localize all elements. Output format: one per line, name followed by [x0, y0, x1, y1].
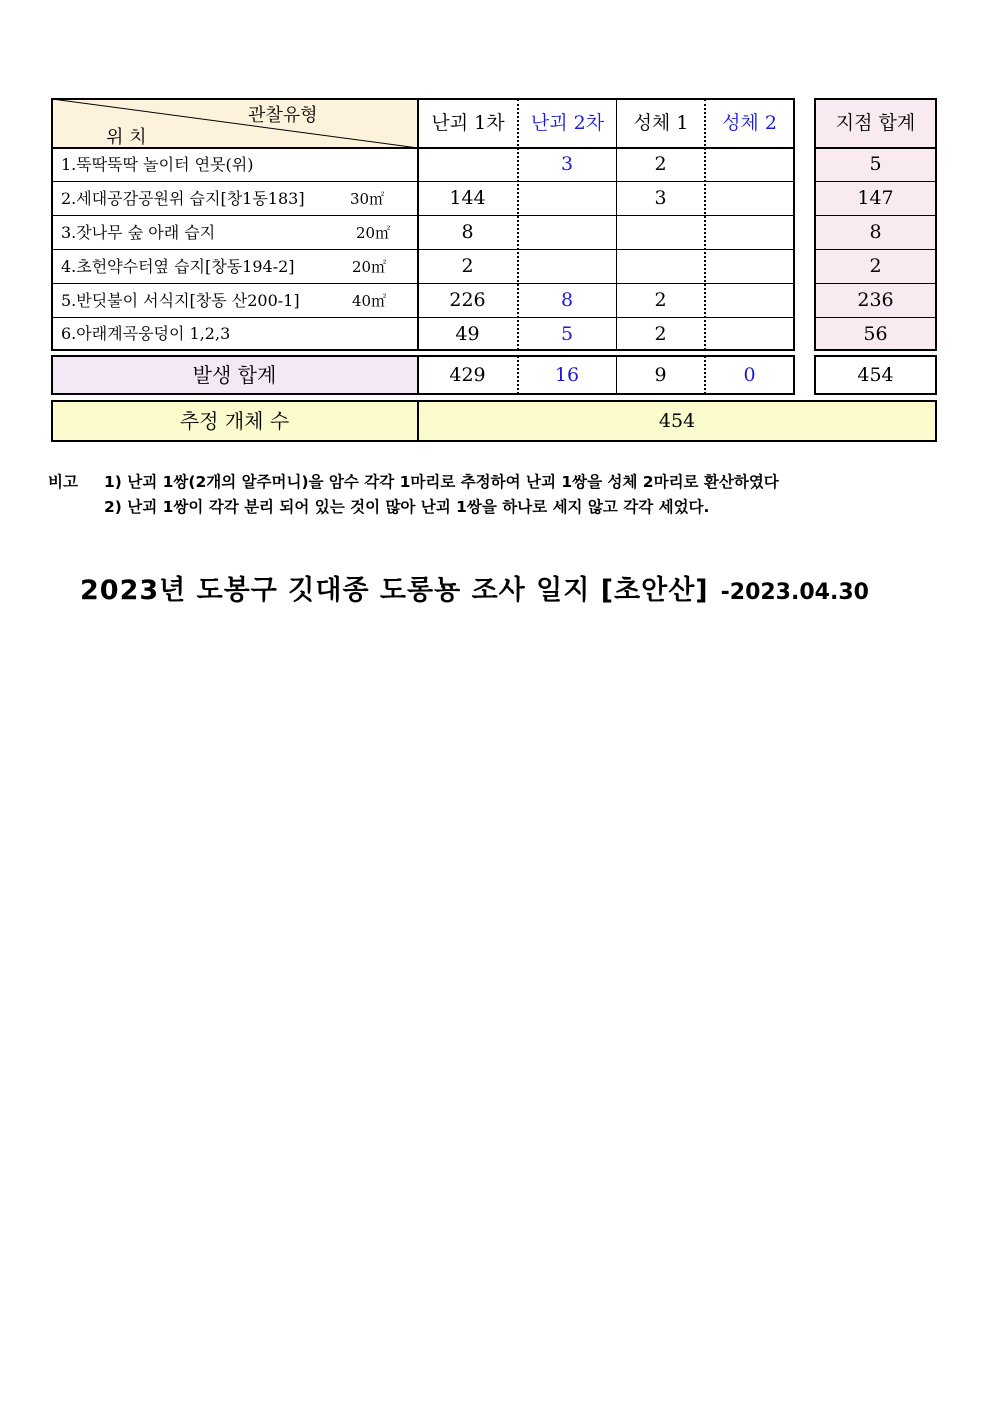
area-label: 30㎡	[350, 190, 385, 208]
location-label: 2.세대공감공원위 습지[창1동183]	[61, 188, 305, 208]
egg-2-value: 5	[560, 322, 574, 345]
egg-1-value	[418, 148, 517, 181]
page-title	[80, 568, 869, 607]
adult-2-value	[705, 250, 794, 283]
adult-2-value	[705, 216, 794, 249]
egg-1-value: 49	[455, 322, 480, 345]
col-header-site-total: 지점 합계	[835, 112, 916, 134]
site-total-value: 236	[857, 289, 894, 311]
corner-bottom-label: 위 치	[106, 127, 147, 148]
site-total-value: 56	[863, 322, 888, 345]
corner-top-label: 관찰유형	[248, 105, 318, 126]
egg-2-value	[518, 250, 616, 283]
egg-1-value: 226	[449, 289, 486, 311]
adult-1-value	[617, 216, 704, 249]
egg-1-value: 144	[449, 187, 486, 209]
site-total-value: 2	[869, 255, 882, 277]
site-total-value: 5	[869, 153, 882, 175]
col-header-adult-1: 성체 1	[633, 112, 689, 134]
sum-egg-1: 429	[449, 363, 486, 386]
sum-adult-2: 0	[743, 363, 756, 386]
egg-1-value: 2	[461, 255, 474, 277]
note-item: 1) 난괴 1쌍(2개의 알주머니)을 암수 각각 1마리로 추정하여 난괴 1쌍을 성체 2마리로 환산하였다	[104, 473, 779, 491]
adult-1-value: 3	[654, 187, 667, 209]
adult-1-value: 2	[654, 153, 667, 175]
col-header-egg-2: 난괴 2차	[530, 112, 605, 134]
location-label: 3.잣나무 숲 아래 습지	[61, 222, 216, 242]
egg-1-value: 8	[461, 221, 474, 243]
sum-label: 발생 합계	[192, 363, 277, 387]
page-title-date: -2023.04.30	[720, 580, 869, 605]
egg-2-value: 3	[560, 153, 574, 175]
egg-2-value	[518, 216, 616, 249]
adult-2-value	[705, 182, 794, 215]
adult-1-value	[617, 250, 704, 283]
sum-total: 454	[857, 363, 894, 386]
notes-label: 비고	[48, 473, 78, 491]
col-header-adult-2: 성체 2	[722, 112, 777, 134]
sum-egg-2: 16	[554, 363, 580, 386]
area-label: 20㎡	[356, 224, 391, 242]
note-item: 2) 난괴 1쌍이 각각 분리 되어 있는 것이 많아 난괴 1쌍을 하나로 세지 않고 각각 세었다.	[104, 498, 710, 516]
egg-2-value	[518, 182, 616, 215]
site-total-value: 8	[869, 221, 882, 243]
col-header-egg-1: 난괴 1차	[431, 112, 505, 134]
location-label: 6.아래계곡웅덩이 1,2,3	[61, 324, 231, 343]
area-label: 20㎡	[352, 258, 387, 276]
sum-adult-1: 9	[654, 363, 667, 386]
site-total-value: 147	[857, 187, 894, 209]
adult-2-value	[705, 284, 794, 317]
adult-2-value	[705, 148, 794, 181]
location-label: 5.반딧불이 서식지[창동 산200-1]	[61, 290, 300, 310]
area-label: 40㎡	[352, 292, 387, 310]
page-title-main: 2023년 도봉구 깃대종 도롱뇽 조사 일지 [초안산]	[80, 575, 709, 606]
adult-2-value	[705, 318, 794, 350]
location-label: 1.뚝딱뚝딱 놀이터 연못(위)	[61, 154, 254, 174]
egg-2-value: 8	[560, 289, 574, 311]
adult-1-value: 2	[654, 322, 667, 345]
location-label: 4.초헌약수터옆 습지[창동194-2]	[61, 256, 295, 276]
estimate-value: 454	[658, 409, 696, 432]
adult-1-value: 2	[654, 289, 667, 311]
estimate-label: 추정 개체 수	[179, 409, 290, 433]
